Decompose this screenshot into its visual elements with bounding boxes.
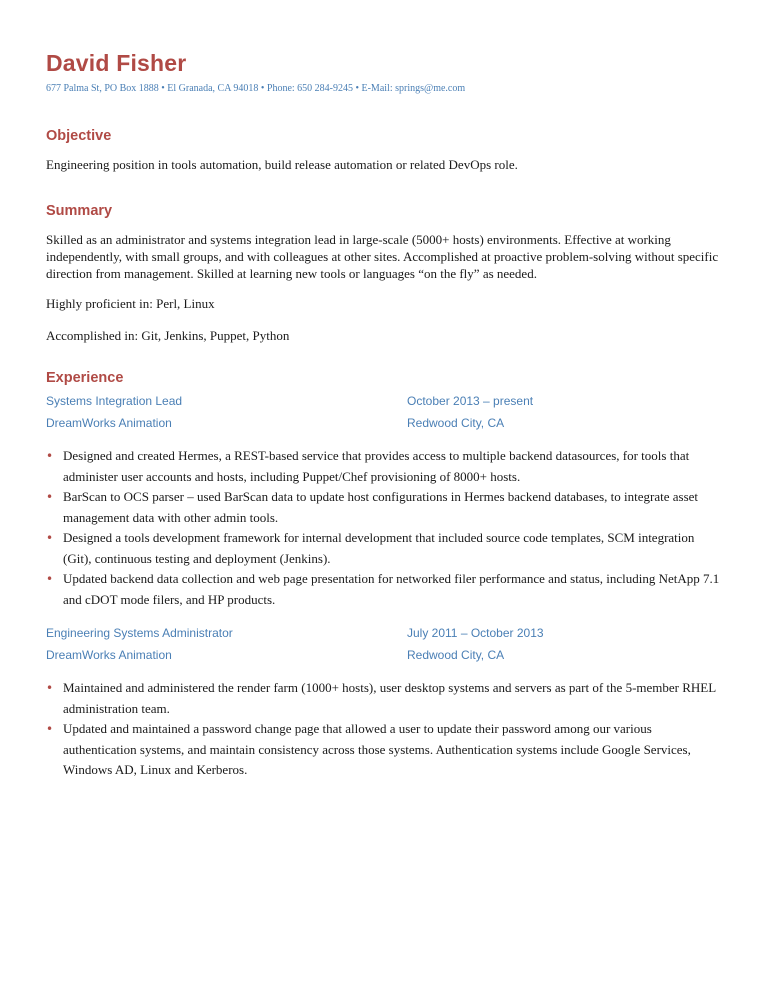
bullet-icon: • xyxy=(46,449,54,463)
candidate-name: David Fisher xyxy=(46,50,187,76)
job-bullet: • Maintained and administered the render farm (1000+ hosts), user desktop systems and servers as part of the 5-member RHEL administration team. xyxy=(46,680,716,716)
bullet-icon: • xyxy=(46,490,54,504)
summary-paragraph: Skilled as an administrator and systems integration lead in large-scale (5000+ hosts) environments. Effective at working independently, with small groups, and with colleagues at other sites. Accomplished at proactive problem-solving without specific direction from management. Skilled at learning new tools or languages “on the fly” as needed. xyxy=(46,232,719,281)
proficient-skills: Highly proficient in: Perl, Linux xyxy=(46,296,215,311)
job-dates: October 2013 – present xyxy=(407,394,534,408)
job-entry xyxy=(46,622,726,781)
job-title-row xyxy=(46,390,726,412)
objective-heading: Objective xyxy=(46,128,112,144)
job-bullet: • Designed and created Hermes, a REST-based service that provides access to multiple backend datasources, for tools that administer user accounts and hosts, including Puppet/Chef provisioning of 8000+ hosts. xyxy=(46,448,690,484)
accomplished-skills: Accomplished in: Git, Jenkins, Puppet, Python xyxy=(46,328,290,343)
job-bullet: • Updated backend data collection and web page presentation for networked filer performance and status, including NetApp 7.1 and cDOT mode filers, and HP products. xyxy=(46,571,720,607)
job-company: DreamWorks Animation xyxy=(46,416,172,430)
objective-text: Engineering position in tools automation, build release automation or related DevOps role. xyxy=(46,157,518,172)
job-company-row xyxy=(46,644,726,666)
bullet-icon: • xyxy=(46,572,54,586)
job-title-row xyxy=(46,622,726,644)
job-entry xyxy=(46,390,726,610)
job-title: Engineering Systems Administrator xyxy=(46,626,233,640)
job-bullet: • BarScan to OCS parser – used BarScan data to update host configurations in Hermes backend databases, to integrate asset management data with other admin tools. xyxy=(46,489,699,525)
contact-line: 677 Palma St, PO Box 1888 • El Granada, CA 94018 • Phone: 650 284-9245 • E-Mail: springs@me.com xyxy=(46,83,466,94)
bullet-icon: • xyxy=(46,531,54,545)
resume-page xyxy=(46,46,726,781)
job-bullet: • Updated and maintained a password change page that allowed a user to update their password among our various authentication systems, and maintain consistency across those systems. Authentication systems include Google Services, Windows AD, Linux and Kerberos. xyxy=(46,721,691,777)
job-location: Redwood City, CA xyxy=(407,416,505,430)
bullet-icon: • xyxy=(46,681,54,695)
job-company-row xyxy=(46,412,726,434)
summary-heading: Summary xyxy=(46,203,113,219)
job-location: Redwood City, CA xyxy=(407,648,505,662)
experience-heading: Experience xyxy=(46,370,124,386)
job-company: DreamWorks Animation xyxy=(46,648,172,662)
bullet-icon: • xyxy=(46,722,54,736)
job-bullet-list xyxy=(46,678,726,781)
job-bullet: • Designed a tools development framework for internal development that included source code templates, SCM integration (Git), continuous testing and deployment (Jenkins). xyxy=(46,530,695,566)
job-bullet-list xyxy=(46,446,726,610)
job-dates: July 2011 – October 2013 xyxy=(407,626,544,640)
job-title: Systems Integration Lead xyxy=(46,394,183,408)
